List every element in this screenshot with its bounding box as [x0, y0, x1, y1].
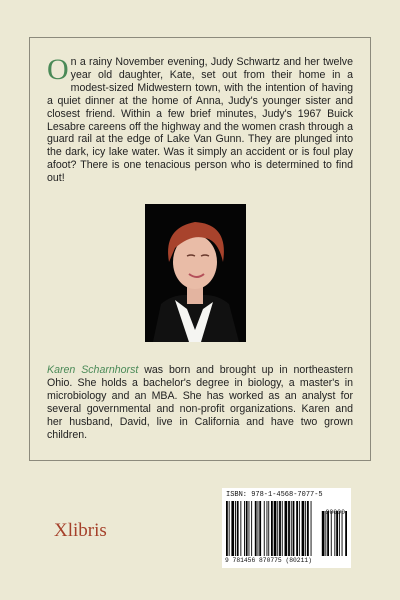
- author-bio: [47, 364, 353, 442]
- isbn-label: ISBN: 978-1-4568-7077-5: [226, 491, 323, 499]
- ean-digits: [225, 557, 312, 564]
- ean-number: 9 781456 870775: [225, 557, 282, 564]
- drop-cap: O: [47, 53, 69, 86]
- addon-number: (80211): [285, 557, 312, 564]
- author-portrait-image: [145, 204, 246, 342]
- price-code: 90000: [325, 509, 345, 516]
- bio-text: was born and brought up in northeastern Ohio. She holds a bachelor's degree in biology, a master's in microbiology and an MBA. She has worked as an analyst for several governmental and non-profit organizations. Karen and her husband, David, live in California and have two grown children.: [47, 364, 353, 441]
- barcode-block: [222, 488, 351, 568]
- publisher-logo: Xlibris: [54, 520, 107, 541]
- author-name: Karen Scharnhorst: [47, 364, 139, 376]
- author-photo: [145, 204, 246, 342]
- book-blurb: [47, 53, 353, 185]
- blurb-text: n a rainy November evening, Judy Schwartz and her twelve year old daughter, Kate, set out from their home in a modest-sized Midwestern town, with the intention of having a quiet dinner at the home of Anna, Judy's younger sister and closest friend. Within a few brief minutes, Judy's 1967 Buick Lesabre careens off the highway and the women crash through a guard rail at the edge of Lake Van Gunn. They are plunged into the dark, icy lake water. Was it simply an accident or is foul play afoot? There is one tenacious person who is determined to find out!: [47, 56, 353, 185]
